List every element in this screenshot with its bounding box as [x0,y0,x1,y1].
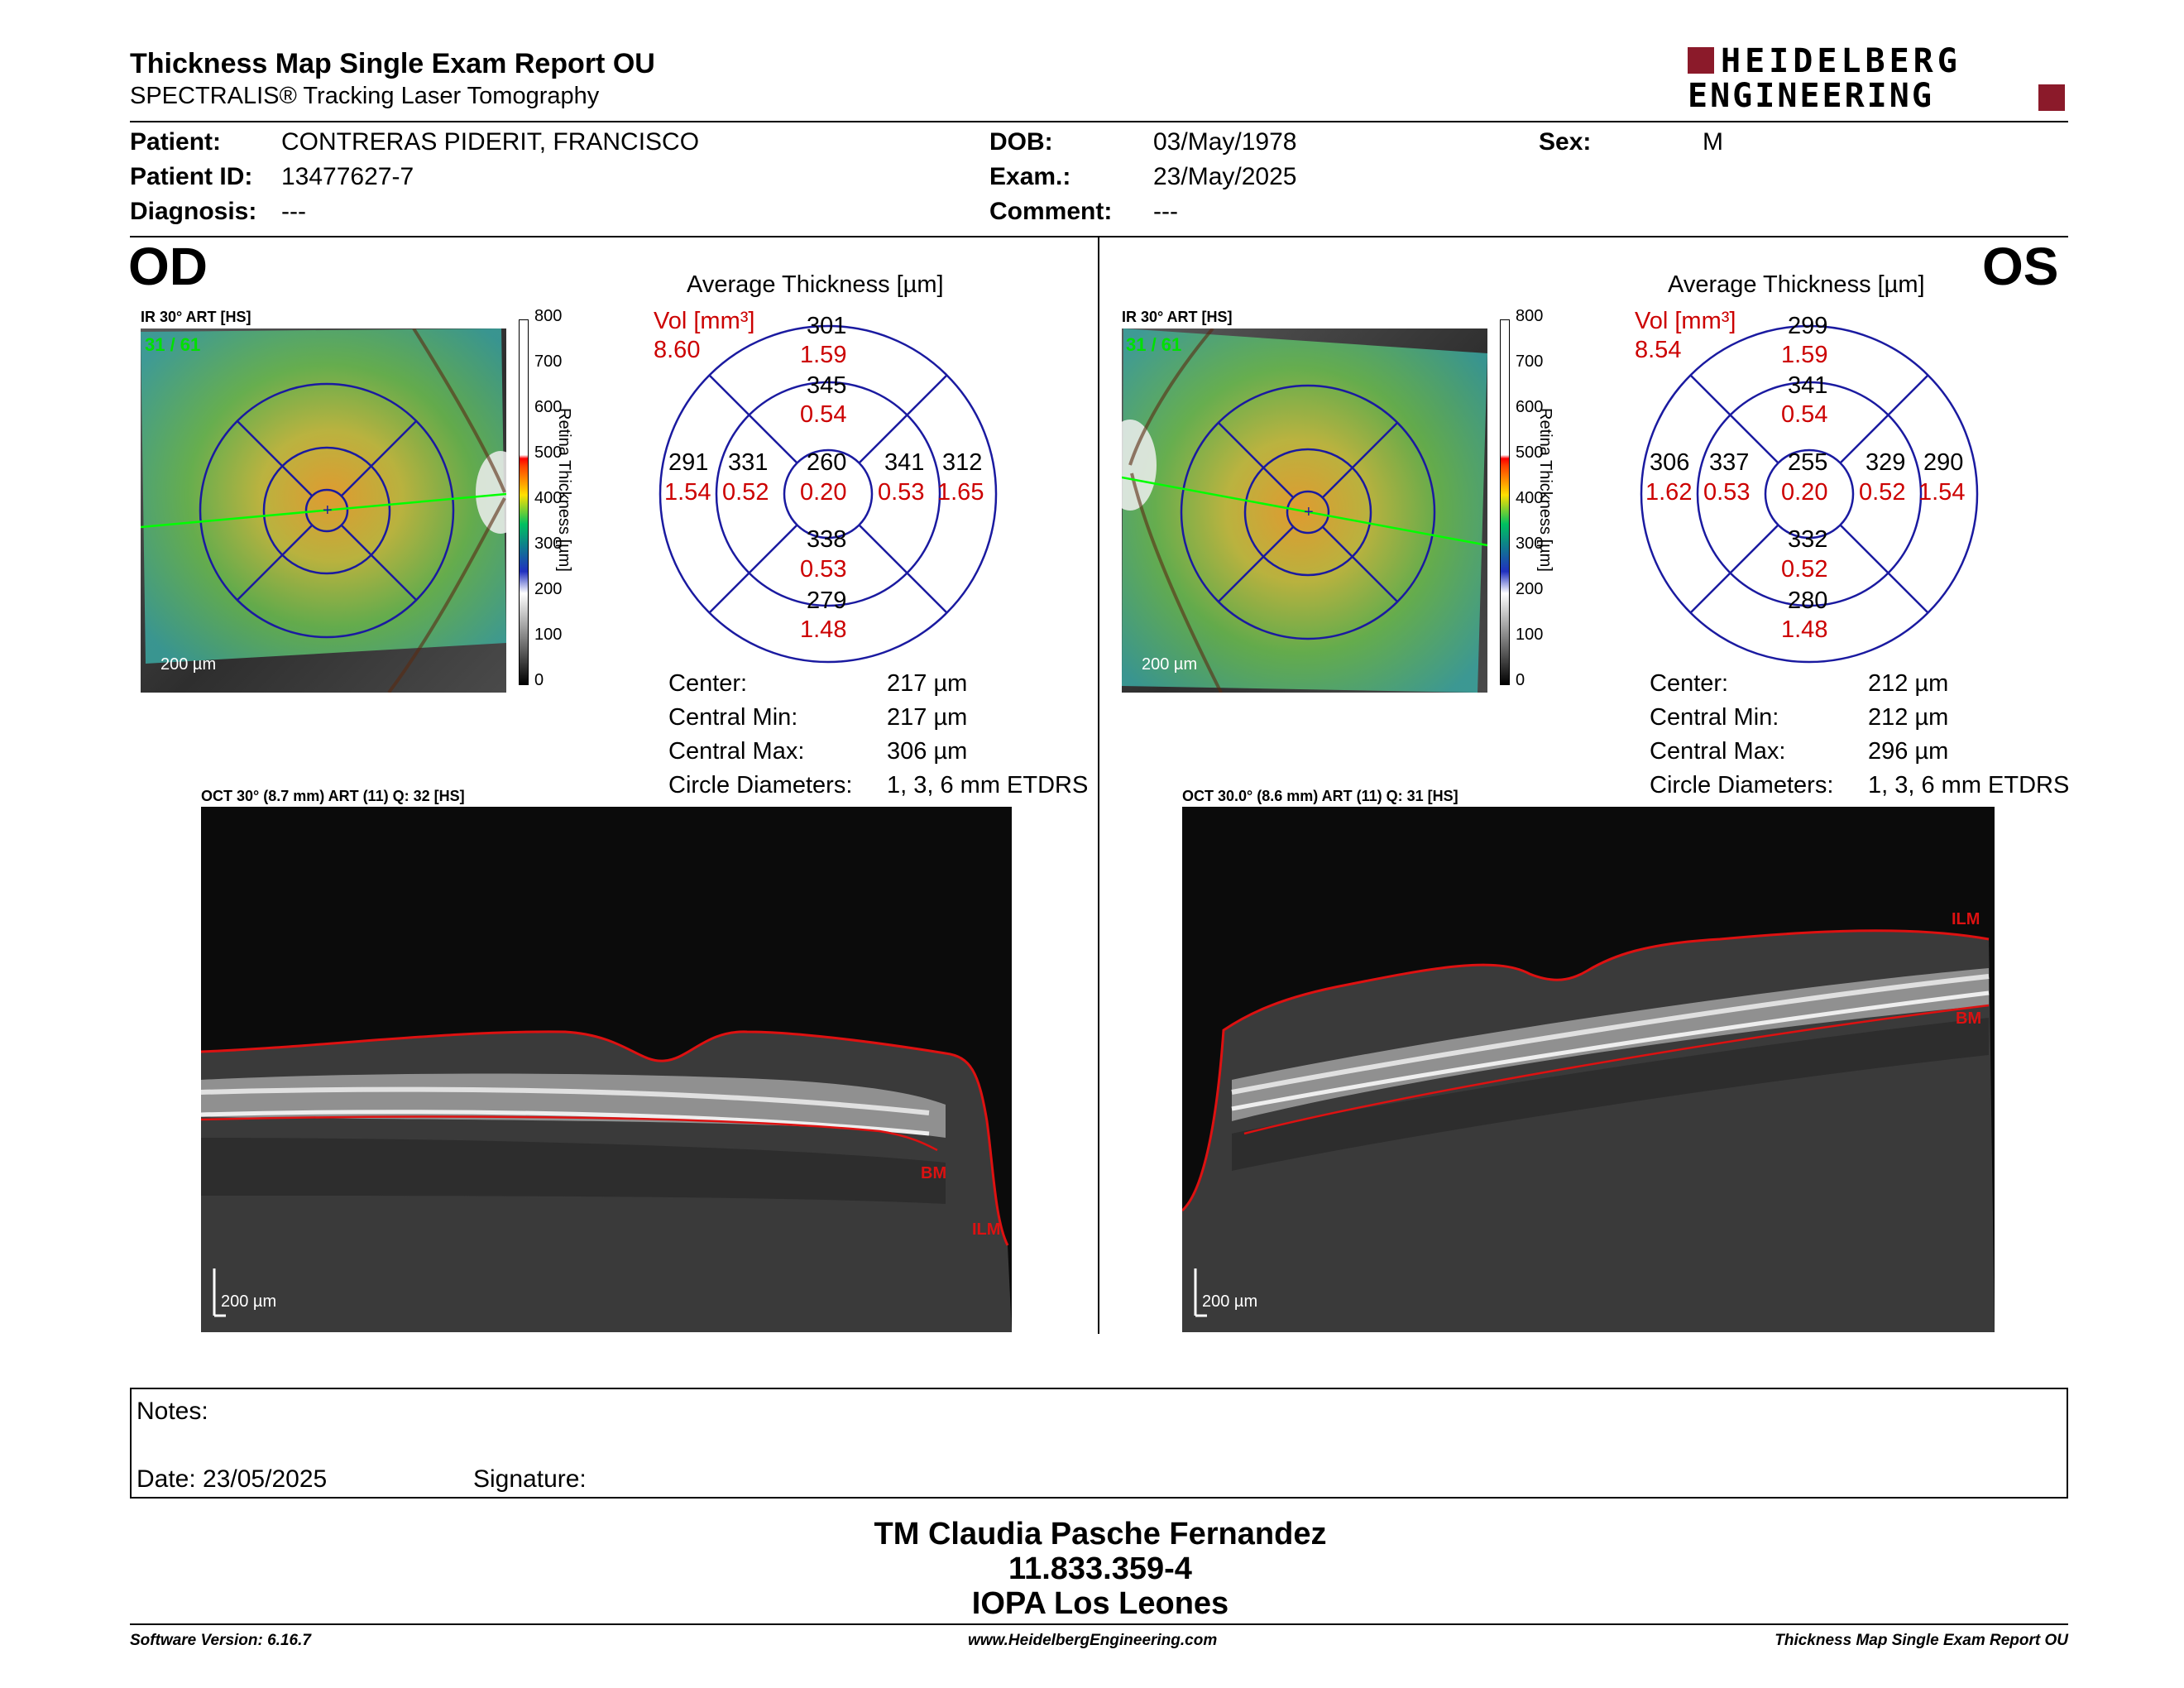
od-tick-400: 400 [534,489,563,507]
os-center-volume: 0.20 [1781,479,1828,506]
od-tick-200: 200 [534,580,563,598]
logo-line1: HEIDELBERG [1721,42,1961,80]
os-stat-label-center: Center: [1650,670,1729,697]
od-inner-left-volume: 0.52 [722,479,769,506]
patient-label: Patient: [130,128,222,156]
eye-label-od: OD [128,237,208,296]
os-tick-700: 700 [1516,352,1544,371]
od-fundus-image [141,328,506,693]
os-inner-right-thickness: 329 [1866,449,1906,476]
os-oct-caption: OCT 30.0° (8.6 mm) ART (11) Q: 31 [HS] [1182,788,1458,804]
od-stat-value-max: 306 µm [887,738,968,765]
sex-value: M [1703,128,1723,156]
os-bm-label: BM [1956,1009,1982,1028]
os-outer-inf-volume: 1.48 [1781,616,1828,643]
os-oct-scale: 200 µm [1202,1292,1258,1311]
od-inner-right-volume: 0.53 [878,479,925,506]
os-colorbar-title: Retina Thickness [µm] [1536,408,1554,572]
os-outer-sup-thickness: 299 [1788,313,1828,339]
logo-square-top [1688,47,1714,74]
od-outer-right-volume: 1.65 [937,479,984,506]
os-thickness-map [1122,328,1487,693]
signer-name: TM Claudia Pasche Fernandez [874,1517,1327,1551]
od-inner-right-thickness: 341 [884,449,925,476]
os-oct-bscan [1182,807,1995,1332]
eye-divider [1098,237,1099,1334]
od-thickness-map [141,328,506,693]
signature-label: Signature: [473,1465,587,1493]
footer-report-name: Thickness Map Single Exam Report OU [1774,1632,2068,1649]
od-stat-label-max: Central Max: [668,738,805,765]
od-stat-label-center: Center: [668,670,748,697]
od-ir-caption: IR 30° ART [HS] [141,309,251,325]
logo-square-bottom [2038,84,2065,111]
os-inner-left-volume: 0.53 [1703,479,1751,506]
report-title: Thickness Map Single Exam Report OU [130,48,655,79]
os-tick-800: 800 [1516,307,1544,325]
os-outer-right-thickness: 290 [1923,449,1964,476]
os-ir-counter: 31 / 61 [1126,334,1182,355]
od-tick-700: 700 [534,352,563,371]
od-vol-total: 8.60 [654,337,701,363]
od-oct-caption: OCT 30° (8.7 mm) ART (11) Q: 32 [HS] [201,788,465,804]
od-inner-inf-volume: 0.53 [800,556,847,583]
od-vol-label: Vol [mm³] [654,308,755,334]
od-outer-inf-volume: 1.48 [800,616,847,643]
od-center-thickness: 260 [807,449,847,476]
report-subtitle: SPECTRALIS® Tracking Laser Tomography [130,83,600,109]
signature-block [0,1517,2184,1621]
header-divider [130,121,2068,122]
os-outer-left-thickness: 306 [1650,449,1690,476]
od-stat-label-min: Central Min: [668,704,798,731]
dob-value: 03/May/1978 [1153,128,1297,156]
os-inner-sup-thickness: 341 [1788,372,1828,399]
od-stat-label-diam: Circle Diameters: [668,772,853,798]
os-vol-label: Vol [mm³] [1635,308,1736,334]
patient-id-label: Patient ID: [130,163,253,190]
os-stat-label-max: Central Max: [1650,738,1786,765]
heidelberg-logo [1688,42,2068,116]
od-tick-500: 500 [534,444,563,462]
od-thickness-colorbar [519,319,529,685]
os-center-thickness: 255 [1788,449,1828,476]
notes-box [130,1388,2068,1499]
os-stat-label-min: Central Min: [1650,704,1779,731]
svg-text:+: + [323,501,333,520]
os-inner-left-thickness: 337 [1709,449,1750,476]
od-outer-right-thickness: 312 [942,449,983,476]
od-tick-600: 600 [534,398,563,416]
od-oct-scale: 200 µm [221,1292,277,1311]
diagnosis-value: --- [281,198,306,225]
os-inner-sup-volume: 0.54 [1781,401,1828,428]
od-outer-left-volume: 1.54 [664,479,711,506]
signer-id: 11.833.359-4 [1008,1551,1192,1586]
os-thickness-colorbar [1500,319,1510,685]
os-tick-100: 100 [1516,626,1544,644]
od-stat-value-diam: 1, 3, 6 mm ETDRS [887,772,1089,798]
os-tick-400: 400 [1516,489,1544,507]
os-inner-inf-thickness: 332 [1788,526,1828,553]
os-outer-right-volume: 1.54 [1918,479,1966,506]
od-tick-300: 300 [534,535,563,553]
od-outer-sup-volume: 1.59 [800,342,847,368]
patient-name: CONTRERAS PIDERIT, FRANCISCO [281,128,700,156]
od-inner-sup-volume: 0.54 [800,401,847,428]
os-fundus-image [1122,328,1487,693]
company-website[interactable]: www.HeidelbergEngineering.com [968,1632,1218,1649]
od-ilm-label: ILM [972,1220,1001,1239]
os-tick-300: 300 [1516,535,1544,553]
os-inner-right-volume: 0.52 [1859,479,1906,506]
os-stat-label-diam: Circle Diameters: [1650,772,1834,798]
od-bm-label: BM [921,1164,947,1182]
os-vol-total: 8.54 [1635,337,1682,363]
od-tick-0: 0 [534,671,544,689]
comment-value: --- [1153,198,1178,225]
eye-label-os: OS [1982,237,2059,296]
od-center-volume: 0.20 [800,479,847,506]
comment-label: Comment: [989,198,1113,225]
od-stat-value-center: 217 µm [887,670,968,697]
os-oct-scan [1182,807,1995,1332]
os-fundus-scale: 200 µm [1142,655,1198,674]
footer-divider [130,1623,2068,1625]
patient-id: 13477627-7 [281,163,414,190]
os-tick-200: 200 [1516,580,1544,598]
diagnosis-label: Diagnosis: [130,198,257,225]
os-tick-600: 600 [1516,398,1544,416]
exam-value: 23/May/2025 [1153,163,1297,190]
os-inner-inf-volume: 0.52 [1781,556,1828,583]
od-inner-inf-thickness: 338 [807,526,847,553]
os-stat-value-diam: 1, 3, 6 mm ETDRS [1868,772,2070,798]
od-tick-800: 800 [534,307,563,325]
os-ilm-label: ILM [1952,910,1980,928]
os-stat-value-max: 296 µm [1868,738,1949,765]
software-version: Software Version: 6.16.7 [130,1632,311,1649]
od-outer-sup-thickness: 301 [807,313,847,339]
os-tick-500: 500 [1516,444,1544,462]
od-outer-inf-thickness: 279 [807,587,847,614]
sex-label: Sex: [1539,128,1592,156]
notes-label: Notes: [136,1398,208,1425]
exam-label: Exam.: [989,163,1071,190]
od-inner-left-thickness: 331 [728,449,769,476]
od-tick-100: 100 [534,626,563,644]
od-outer-left-thickness: 291 [668,449,709,476]
svg-text:+: + [1304,503,1314,521]
os-avg-title: Average Thickness [µm] [1668,271,1925,298]
dob-label: DOB: [989,128,1053,156]
os-outer-sup-volume: 1.59 [1781,342,1828,368]
od-oct-scan [201,807,1012,1332]
os-stat-value-min: 212 µm [1868,704,1949,731]
od-stat-value-min: 217 µm [887,704,968,731]
logo-line2: ENGINEERING [1688,77,1934,115]
os-tick-0: 0 [1516,671,1525,689]
od-avg-title: Average Thickness [µm] [687,271,944,298]
od-colorbar-title: Retina Thickness [µm] [555,408,573,572]
od-oct-bscan [201,807,1012,1332]
od-ir-counter: 31 / 61 [145,334,201,355]
os-outer-left-volume: 1.62 [1645,479,1693,506]
od-fundus-scale: 200 µm [160,655,217,674]
od-inner-sup-thickness: 345 [807,372,847,399]
os-outer-inf-thickness: 280 [1788,587,1828,614]
os-ir-caption: IR 30° ART [HS] [1122,309,1233,325]
os-stat-value-center: 212 µm [1868,670,1949,697]
notes-date: Date: 23/05/2025 [136,1465,328,1493]
signer-institution: IOPA Los Leones [971,1586,1229,1621]
